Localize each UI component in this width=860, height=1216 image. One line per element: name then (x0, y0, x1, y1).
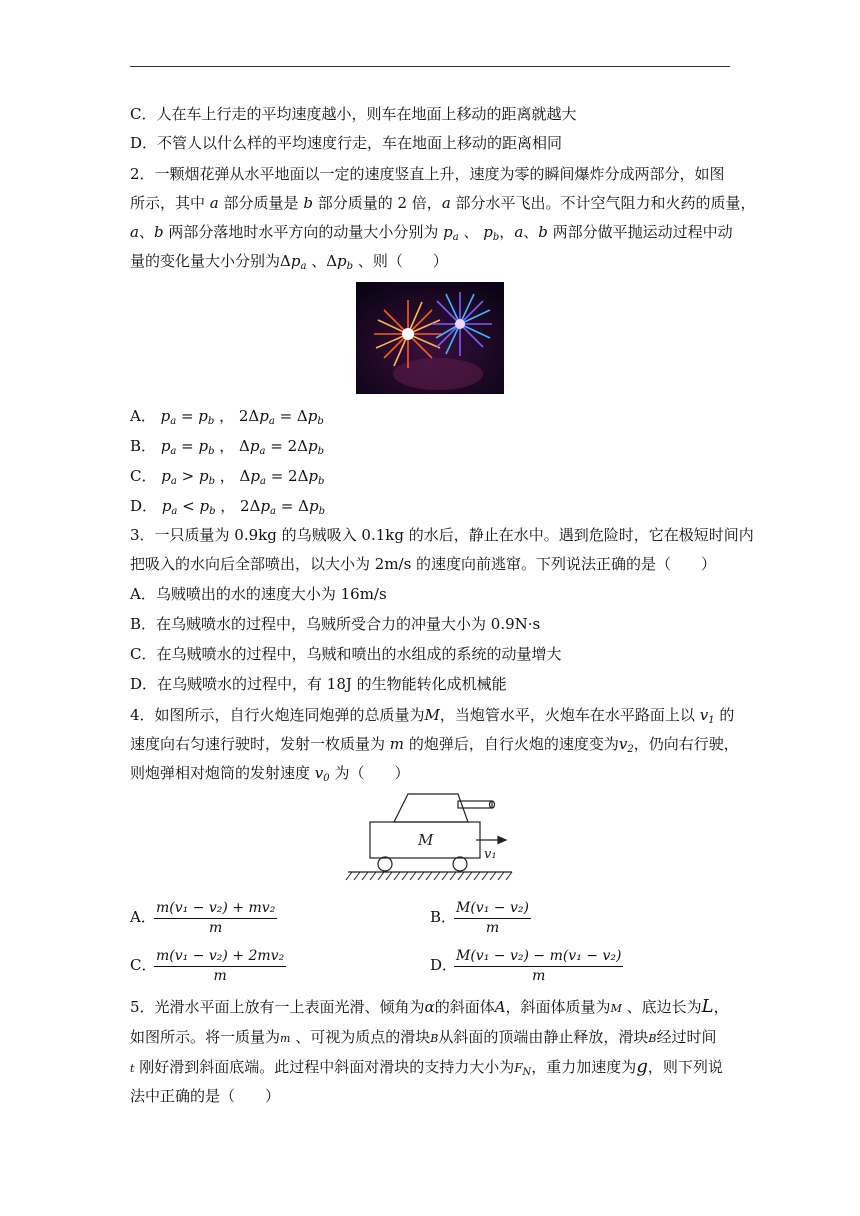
q4-option-b: B． $\frac{\text{M(v₁ − v₂)}}{m}$ (430, 900, 529, 936)
q4-line-2: 速度向右匀速行驶时，发射一枚质量为 m 的炮弹后，自行火炮的速度变为$v_2$，仍向右行驶， (130, 735, 739, 755)
q5-line-4: 法中正确的是（ ） (130, 1087, 281, 1105)
q2-line-1: 2．一颗烟花弹从水平地面以一定的速度竖直上升，速度为零的瞬间爆炸分成两部分，如图 (130, 165, 725, 183)
q1-option-c: C．人在车上行走的平均速度越小，则车在地面上移动的距离就越大 (130, 105, 577, 123)
header-rule (130, 66, 730, 67)
q4-option-c: C． $\frac{\text{m(v₁ − v₂) + 2mv₂}}{m}$ (130, 948, 285, 984)
q2-option-b: B． $p_a = p_b$ ， $\Delta p_a = 2\Delta p_b$ (130, 437, 324, 457)
q5-line-2: 如图所示。将一质量为m 、可视为质点的滑块B从斜面的顶端由静止释放，滑块B经过时间 (130, 1028, 717, 1046)
q3-line-1: 3．一只质量为 0.9kg 的乌贼吸入 0.1kg 的水后，静止在水中。遇到危险时，它在极短时间内 (130, 526, 754, 544)
q2-option-a: A． $p_a = p_b$ ， $2\Delta p_a = \Delta p_b$ (130, 407, 324, 427)
q2-line-2: 所示，其中 a 部分质量是 b 部分质量的 2 倍，a 部分水平飞出。不计空气阻力和火药的质量， (130, 194, 756, 212)
tank-mass-label: M (418, 831, 434, 849)
q2-line-4: 量的变化量大小分别为$\Delta p_a$ 、$\Delta p_b$ 、则（ ） (130, 252, 448, 272)
q3-option-c: C．在乌贼喷水的过程中，乌贼和喷出的水组成的系统的动量增大 (130, 645, 562, 663)
tank-velocity-label: v₁ (484, 847, 497, 862)
q1-option-d: D．不管人以什么样的平均速度行走，车在地面上移动的距离相同 (130, 134, 563, 152)
q3-option-d: D．在乌贼喷水的过程中，有 18J 的生物能转化成机械能 (130, 675, 507, 693)
q4-option-a: A． $\frac{\text{m(v₁ − v₂) + mv₂}}{m}$ (130, 900, 276, 936)
q5-line-3: t 刚好滑到斜面底端。此过程中斜面对滑块的支持力大小为$F_N$，重力加速度为g，则下列说 (130, 1056, 723, 1078)
fireworks-image (356, 282, 504, 394)
q4-option-d: D． $\frac{\text{M(v₁ − v₂) − m(v₁ − v₂)}}{m}$ (430, 948, 622, 984)
q3-line-2: 把吸入的水向后全部喷出，以大小为 2m/s 的速度向前逃窜。下列说法正确的是（ ） (130, 555, 717, 573)
q3-option-a: A．乌贼喷出的水的速度大小为 16m/s (130, 585, 387, 603)
q2-option-d: D． $p_a < p_b$ ， $2\Delta p_a = \Delta p_b$ (130, 497, 325, 517)
q5-line-1: 5．光滑水平面上放有一上表面光滑、倾角为α的斜面体A，斜面体质量为M 、底边长为L， (130, 996, 729, 1017)
q2-option-c: C． $p_a > p_b$ ， $\Delta p_a = 2\Delta p_b$ (130, 467, 325, 487)
q4-line-1: 4．如图所示，自行火炮连同炮弹的总质量为M，当炮管水平，火炮车在水平路面上以 $v_1$ 的 (130, 706, 735, 726)
q4-line-3: 则炮弹相对炮筒的发射速度 $v_0$ 为（ ） (130, 764, 410, 784)
q3-option-b: B．在乌贼喷水的过程中，乌贼所受合力的冲量大小为 0.9N·s (130, 615, 541, 633)
q2-line-3: a、b 两部分落地时水平方向的动量大小分别为 $p_a$ 、 $p_b$，a、b 两部分做平抛运动过程中动 (130, 223, 733, 243)
cannon-vehicle-diagram (340, 788, 540, 884)
